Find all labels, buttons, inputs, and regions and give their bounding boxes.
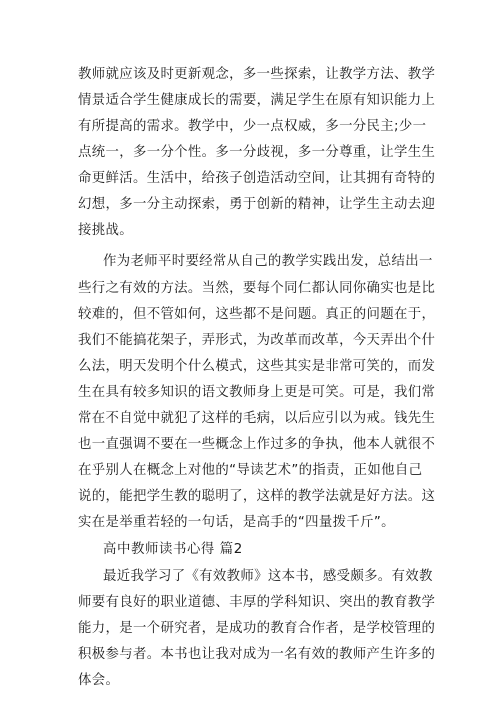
paragraph-1-line: 命更鲜活。生活中，给孩子创造活动空间，让其拥有奇特的 (78, 171, 436, 186)
paragraph-1-line: 情景适合学生健康成长的需要，满足学生在原有知识能力上 (78, 93, 436, 108)
paragraph-1-line: 点统一，多一分个性。多一分歧视，多一分尊重，让学生生 (78, 145, 436, 160)
paragraph-3-line: 体会。 (78, 673, 120, 688)
paragraph-2-line: 么法，明天发明个什么模式，这些其实是非常可笑的，而发 (78, 359, 436, 374)
paragraph-3-line: 师要有良好的职业道德、丰厚的学科知识、突出的教育教学 (78, 595, 436, 610)
paragraph-2-line: 实在是举重若轻的一句话，是高手的“四量拨千斤”。 (78, 515, 395, 530)
paragraph-2-line: 生在具有较多知识的语文教师身上更是可笑。可是，我们常 (78, 385, 436, 400)
paragraph-2-line: 说的，能把学生教的聪明了，这样的教学法就是好方法。这 (78, 489, 436, 504)
paragraph-2-line: 我们不能搞花架子，弄形式，为改革而改革，今天弄出个什 (78, 333, 436, 348)
paragraph-2-line: 也一直强调不要在一些概念上作过多的争执，他本人就很不 (78, 437, 436, 452)
paragraph-1-line: 有所提高的需求。教学中，少一点权威，多一分民主;少一 (78, 119, 427, 134)
paragraph-1-line: 幻想，多一分主动探索，勇于创新的精神，让学生主动去迎 (78, 197, 436, 212)
paragraph-2-line: 在乎别人在概念上对他的“导读艺术”的指责，正如他自己 (78, 463, 423, 478)
paragraph-3-line: 最近我学习了《有效教师》这本书，感受颇多。有效教 (103, 569, 433, 584)
paragraph-2-line: 常在不自觉中就犯了这样的毛病，以后应引以为戒。钱先生 (78, 411, 436, 426)
paragraph-3-line: 积极参与者。本书也让我对成为一名有效的教师产生许多的 (78, 647, 436, 662)
paragraph-3-line: 能力，是一个研究者，是成功的教育合作者，是学校管理的 (78, 621, 436, 636)
paragraph-2-line: 些行之有效的方法。当然，要每个同仁都认同你确实也是比 (78, 281, 436, 296)
section-heading: 高中教师读书心得 篇2 (103, 542, 243, 557)
paragraph-2-line: 作为老师平时要经常从自己的教学实践出发，总结出一 (103, 254, 433, 269)
paragraph-1-line: 教师就应该及时更新观念，多一些探索，让教学方法、教学 (78, 67, 436, 82)
paragraph-1-line: 接挑战。 (78, 223, 133, 238)
paragraph-2-line: 较难的，但不管如何，这些都不是问题。真正的问题在于， (78, 307, 436, 322)
